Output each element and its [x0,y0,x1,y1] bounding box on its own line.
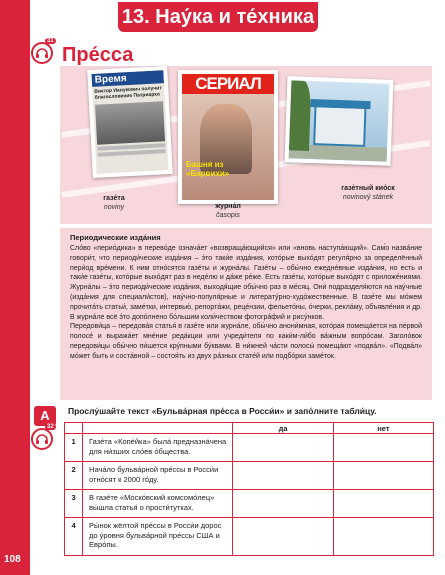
kiosk-caption: газе́тный кио́ск novinový stánek [341,185,395,201]
answer-cell-no[interactable] [333,518,433,556]
newspaper-headline: Виктор Ианукович получит благословение Патриарха [94,85,162,101]
table-header-row [65,423,434,434]
audio-track-number: 31 [47,38,54,44]
page-number: 108 [4,554,21,565]
row-statement: Ры́нок жёлтой пре́ссы в Росси́и дорос до у́ровня бульва́рной пре́ссы США и Евро́пы. [83,518,233,556]
column-no: нет [333,423,433,434]
table-row [65,462,434,490]
audio-track-number: 32 [47,424,54,430]
chapter-header [30,0,445,36]
answer-cell-yes[interactable] [233,518,333,556]
magazine-cover-text: Башня из «Барвихи» [186,160,230,178]
row-number: 2 [65,462,83,490]
row-statement: В газе́те «Моско́вский комсомо́лец» вы́шла статья́ о прости́тутках. [83,490,233,518]
row-number: 3 [65,490,83,518]
left-color-band [0,0,30,575]
answer-cell-no[interactable] [333,434,433,462]
answer-cell-yes[interactable] [233,490,333,518]
newspaper-caption: газе́та noviny [103,195,125,211]
table-row [65,434,434,462]
answer-cell-no[interactable] [333,490,433,518]
info-paragraph-2: Передови́ца – передова́я статья́ в газе́те или журна́ле, обы́чно анони́мная, кото́рая помеща́ется на пе́рвой полосе́ и выража́ет мне́ние реда́кции или учреди́теля по каки́м-ли́бо ва́жным вопро́сам. Заголо́вок передови́цы обы́чно пи́шется кру́пными бу́квами. В ни́жней ча́сти полосы́ помеща́ют «подва́л». «Подва́л» мо́жет быть и соста́вной – состоя́ть из двух ра́зных стате́й или подбо́рки заме́ток. [70,323,422,360]
info-box-periodicals [60,228,432,400]
chapter-title: 13. Нау́ка и те́хника [118,2,318,32]
answer-table [64,422,434,556]
newspaper-photo [87,66,173,178]
magazine-masthead: СЕРИАЛ [182,74,274,94]
photo-strip [60,66,432,224]
row-number: 4 [65,518,83,556]
table-row [65,490,434,518]
table-row [65,518,434,556]
answer-cell-yes[interactable] [233,462,333,490]
row-number: 1 [65,434,83,462]
task-instruction: Прослу́шайте текст «Бульва́рная пре́сса в Росси́и» и запо́лните табли́цу. [68,406,377,416]
info-paragraph-1: Сло́во «периóдика» в перево́де означа́ет «возвраща́ющийся» или «вновь наступа́ющий». Сам́о назва́ние говори́т, что периоди́ческие изда́ния – э́то таки́е изда́ния, кото́рые выхо́дят регуля́рно за определённый пери́од вре́мени. К ним отно́сятся газе́ты и журна́лы. Газе́ты – обы́чно ежедне́вные изда́ния, но есть и таки́е газе́ты, кото́рые выхо́дят раз в неде́лю и да́же ре́же. Есть газе́ты, кото́рые выхо́дят с приложе́ниями. Журна́лы – э́то периоди́ческие изда́ния, выходя́щие обы́чно раз в ме́сяц. Они́ подразделя́ются на нау́чные (изда́ния для специали́стов), нау́чно-популя́рные и литерату́рно-худо́жественные. В газе́те мы мо́жем прочита́ть статьи́, заме́тки, интервью́, репорта́жи, реце́нзии, фельето́ны, о́черки, рекла́му, объявле́ния и др. В журна́ле всё э́то допо́лнено бо́льшим коли́чеством фотогра́фий и рису́нков. [70,245,422,321]
row-statement: Газе́та «Копе́йка» была́ предназна́чена для ни́зших сло́ев о́бщества. [83,434,233,462]
newspaper-masthead: Время [91,70,164,87]
section-title: Пре́сса [62,44,134,66]
kiosk-photo [285,76,394,166]
headphones-icon[interactable] [31,38,54,64]
headphones-icon[interactable] [31,424,54,450]
exercise-marker: A [34,406,56,426]
column-yes: да [233,423,333,434]
info-title: Периодические изда́ния [70,233,161,242]
magazine-caption: журна́л časopis [215,203,241,219]
answer-cell-yes[interactable] [233,434,333,462]
answer-cell-no[interactable] [333,462,433,490]
magazine-photo [178,70,278,204]
row-statement: Нача́ло бульва́рной пре́ссы в Росси́и отно́сят к 2000 го́ду. [83,462,233,490]
